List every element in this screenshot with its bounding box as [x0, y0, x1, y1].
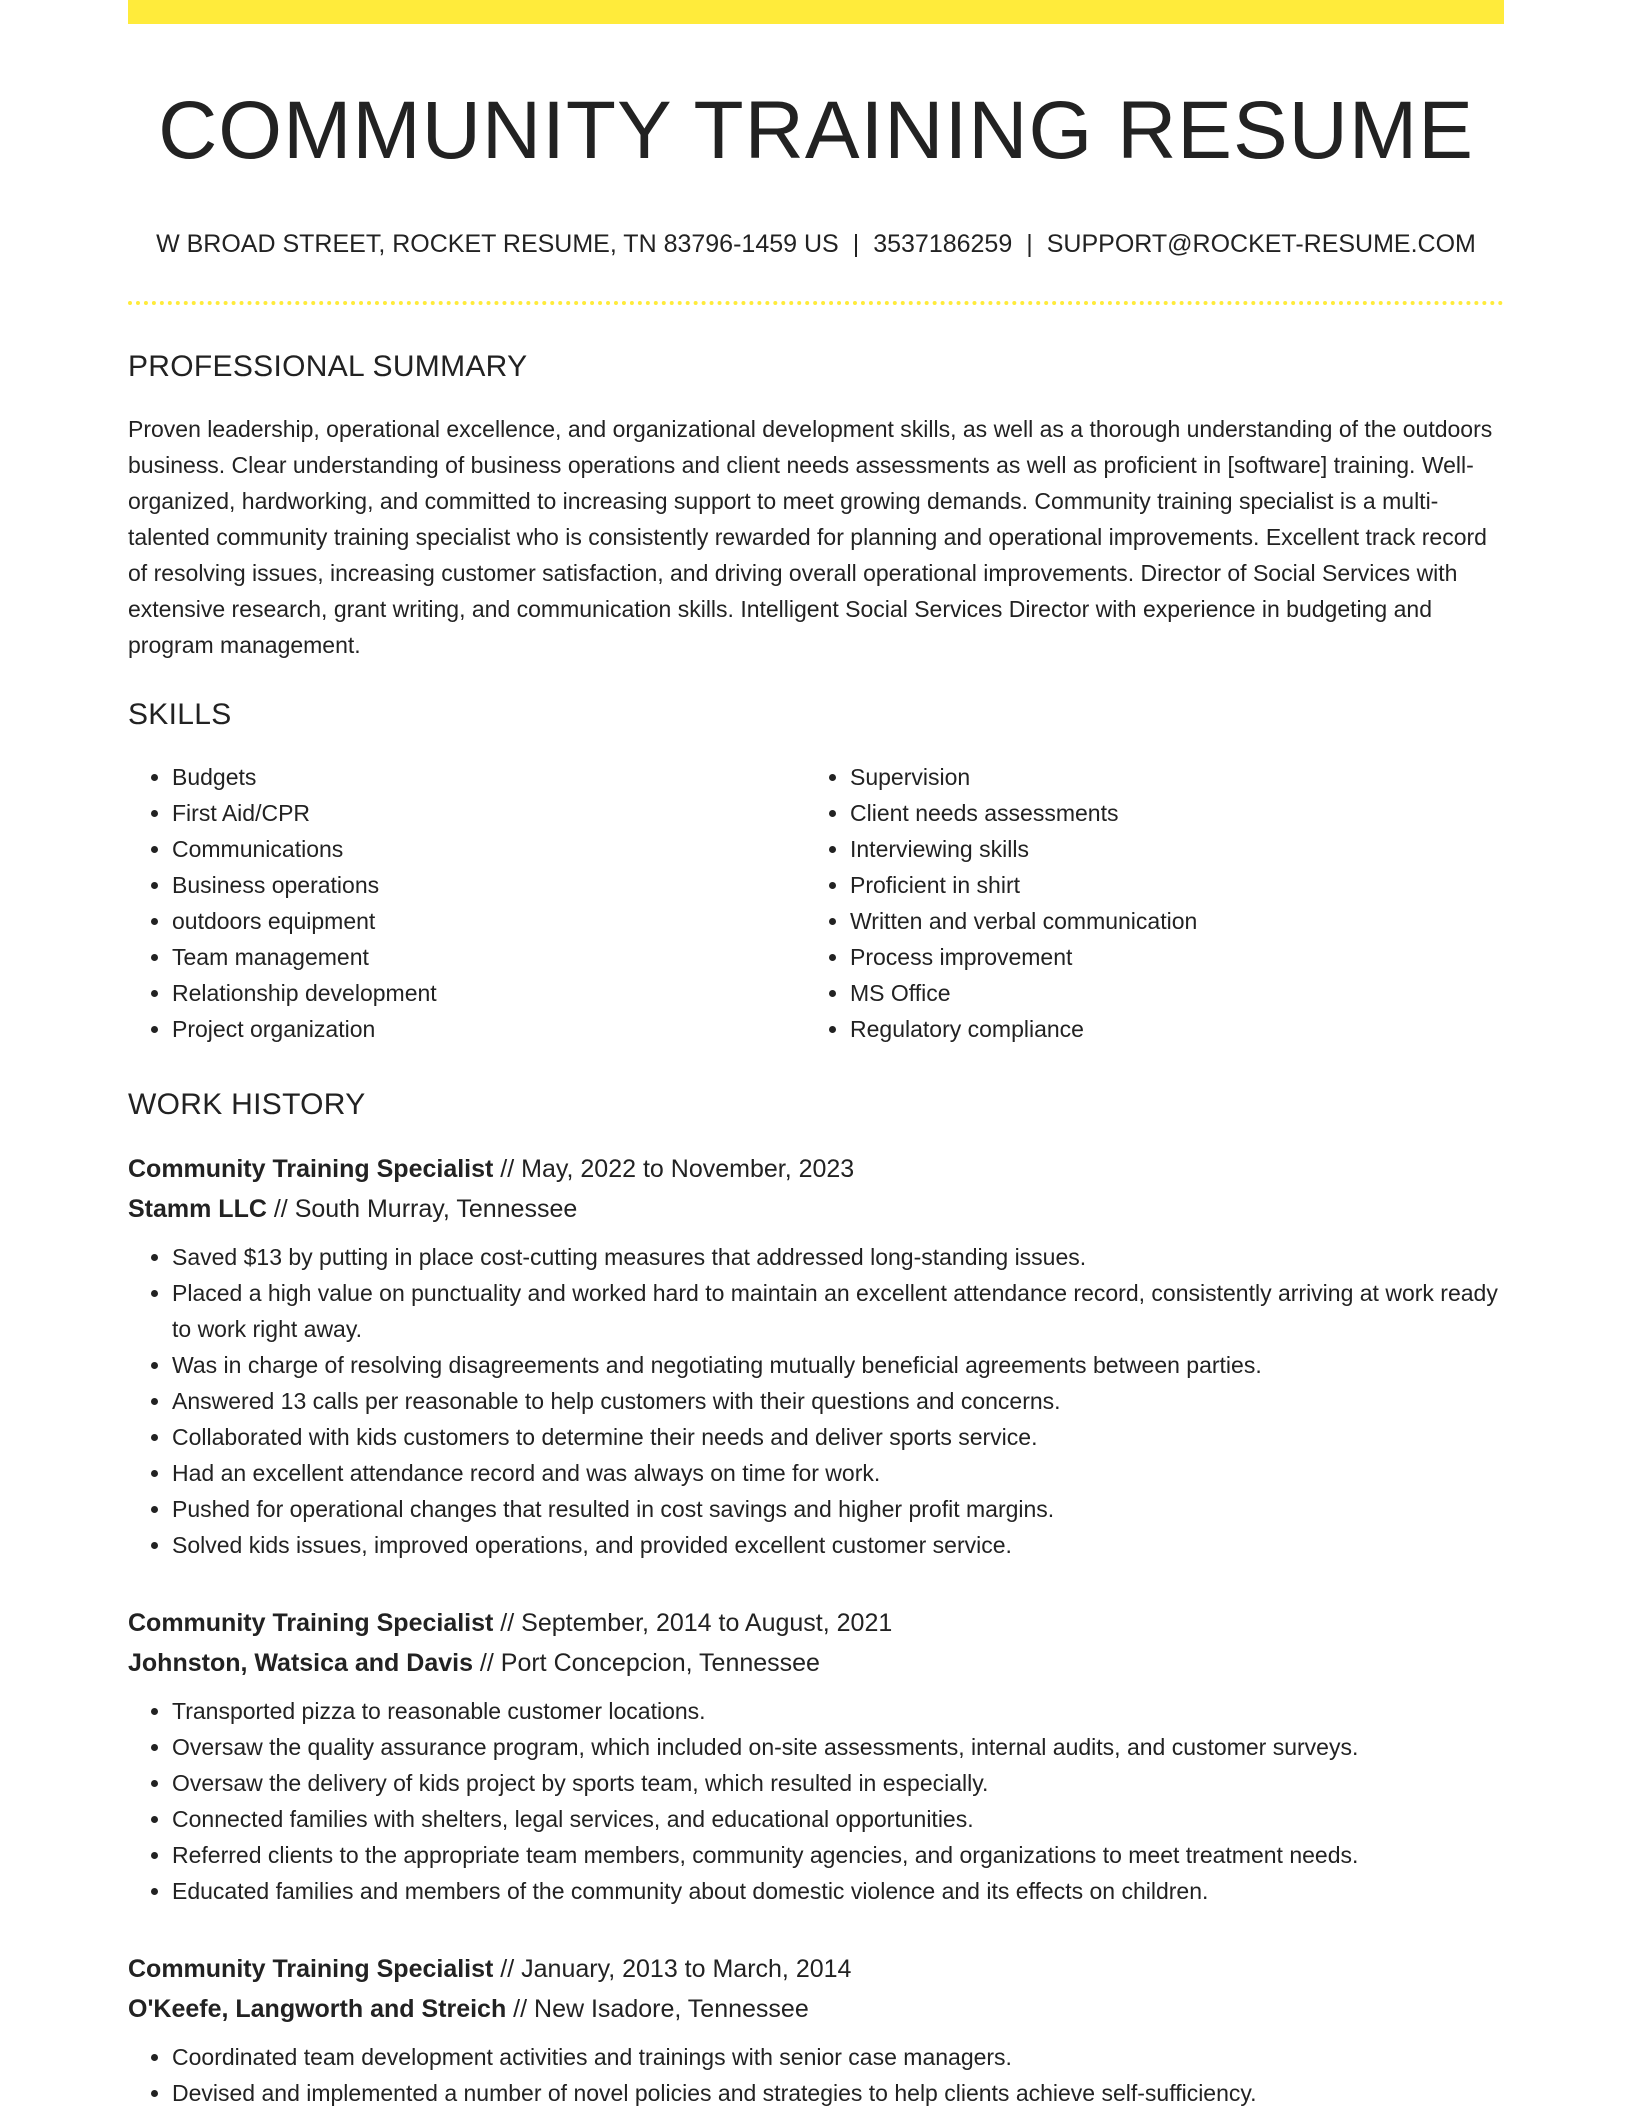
contact-phone: 3537186259	[873, 230, 1013, 259]
skill-item: • Written and verbal communication	[850, 903, 1484, 939]
job-bullet: • Solved kids issues, improved operations, and provided excellent customer service.	[172, 1527, 1504, 1563]
job-position: Community Training Specialist	[128, 1154, 494, 1183]
job-location: // New Isadore, Tennessee	[506, 1994, 809, 2023]
job-location: // South Murray, Tennessee	[266, 1194, 578, 1223]
contact-separator: |	[852, 230, 860, 259]
job-bullet: • Pushed for operational changes that resulted in cost savings and higher profit margins.	[172, 1491, 1504, 1527]
job-dates: // May, 2022 to November, 2023	[493, 1154, 855, 1183]
job-bullet: • Was in charge of resolving disagreements and negotiating mutually beneficial agreements between parties.	[172, 1347, 1504, 1383]
skill-item: • Process improvement	[850, 939, 1484, 975]
skill-item: • outdoors equipment	[172, 903, 806, 939]
job-bullet: • Transported pizza to reasonable customer locations.	[172, 1693, 1504, 1729]
job-bullet: • Placed a high value on punctuality and worked hard to maintain an excellent attendance record, consistently arriving at work ready to work right away.	[172, 1275, 1504, 1347]
skill-item: • Interviewing skills	[850, 831, 1484, 867]
job-bullet: • Coordinated team development activities and trainings with senior case managers.	[172, 2039, 1504, 2075]
skill-item: • First Aid/CPR	[172, 795, 806, 831]
job-bullet: • Connected families with shelters, legal services, and educational opportunities.	[172, 1801, 1504, 1837]
job-bullets	[128, 2039, 1504, 2111]
resume-page	[128, 0, 1504, 2111]
skill-item: • Project organization	[172, 1011, 806, 1047]
job-company: Johnston, Watsica and Davis	[128, 1648, 473, 1677]
job-title-line	[128, 1949, 1504, 1989]
job-company-line	[128, 1989, 1504, 2029]
job-bullet: • Saved $13 by putting in place cost-cutting measures that addressed long-standing issues.	[172, 1239, 1504, 1275]
summary-text: Proven leadership, operational excellence, and organizational development skills, as well as a thorough understanding of the outdoors business. Clear understanding of business operations and client needs assessments as well as proficient in [software] training. Well-organized, hardworking, and committed to increasing support to meet growing demands. Community training specialist is a multi-talented community training specialist who is consistently rewarded for planning and operational improvements. Excellent track record of resolving issues, increasing customer satisfaction, and driving overall operational improvements. Director of Social Services with extensive research, grant writing, and communication skills. Intelligent Social Services Director with experience in budgeting and program management.	[128, 415, 1493, 658]
job-title-line	[128, 1149, 1504, 1189]
job-bullets	[128, 1239, 1504, 1563]
contact-email: SUPPORT@ROCKET-RESUME.COM	[1046, 230, 1476, 259]
job-dates: // September, 2014 to August, 2021	[493, 1608, 893, 1637]
job-title-line	[128, 1603, 1504, 1643]
job-entry	[128, 1603, 1504, 1909]
skills-heading: SKILLS	[128, 697, 232, 731]
job-company-line	[128, 1643, 1504, 1683]
skill-item: • Business operations	[172, 867, 806, 903]
summary-heading: PROFESSIONAL SUMMARY	[128, 349, 528, 383]
skills-list	[128, 759, 1504, 1047]
job-company: O'Keefe, Langworth and Streich	[128, 1994, 507, 2023]
resume-title: COMMUNITY TRAINING RESUME	[158, 85, 1474, 176]
job-bullet: • Collaborated with kids customers to determine their needs and deliver sports service.	[172, 1419, 1504, 1455]
job-bullet: • Referred clients to the appropriate team members, community agencies, and organizations to meet treatment needs.	[172, 1837, 1504, 1873]
skill-item: • Relationship development	[172, 975, 806, 1011]
job-entry	[128, 1149, 1504, 1563]
skill-item: • Client needs assessments	[850, 795, 1484, 831]
job-position: Community Training Specialist	[128, 1608, 494, 1637]
job-entry	[128, 1949, 1504, 2111]
job-bullet: • Devised and implemented a number of novel policies and strategies to help clients achieve self-sufficiency.	[172, 2075, 1504, 2111]
contact-address: W BROAD STREET, ROCKET RESUME, TN 83796-1459 US	[156, 230, 839, 259]
job-bullet: • Oversaw the quality assurance program, which included on-site assessments, internal audits, and customer surveys.	[172, 1729, 1504, 1765]
job-bullet: • Oversaw the delivery of kids project by sports team, which resulted in especially.	[172, 1765, 1504, 1801]
contact-line	[128, 228, 1504, 261]
job-company: Stamm LLC	[128, 1194, 267, 1223]
job-bullet: • Answered 13 calls per reasonable to help customers with their questions and concerns.	[172, 1383, 1504, 1419]
skill-item: • Communications	[172, 831, 806, 867]
skills-column-left	[128, 759, 806, 1047]
job-dates: // January, 2013 to March, 2014	[493, 1954, 852, 1983]
job-company-line	[128, 1189, 1504, 1229]
work-history-heading: WORK HISTORY	[128, 1087, 366, 1121]
skills-column-right	[806, 759, 1484, 1047]
dotted-divider	[128, 301, 1504, 305]
job-bullet: • Educated families and members of the community about domestic violence and its effects on children.	[172, 1873, 1504, 1909]
contact-separator: |	[1026, 230, 1033, 259]
job-bullets	[128, 1693, 1504, 1909]
skill-item: • Proficient in shirt	[850, 867, 1484, 903]
skill-item: • Team management	[172, 939, 806, 975]
job-location: // Port Concepcion, Tennessee	[472, 1648, 820, 1677]
skill-item: • Supervision	[850, 759, 1484, 795]
skill-item: • MS Office	[850, 975, 1484, 1011]
top-accent-bar	[128, 0, 1504, 24]
job-position: Community Training Specialist	[128, 1954, 494, 1983]
job-bullet: • Had an excellent attendance record and was always on time for work.	[172, 1455, 1504, 1491]
skill-item: • Budgets	[172, 759, 806, 795]
skill-item: • Regulatory compliance	[850, 1011, 1484, 1047]
